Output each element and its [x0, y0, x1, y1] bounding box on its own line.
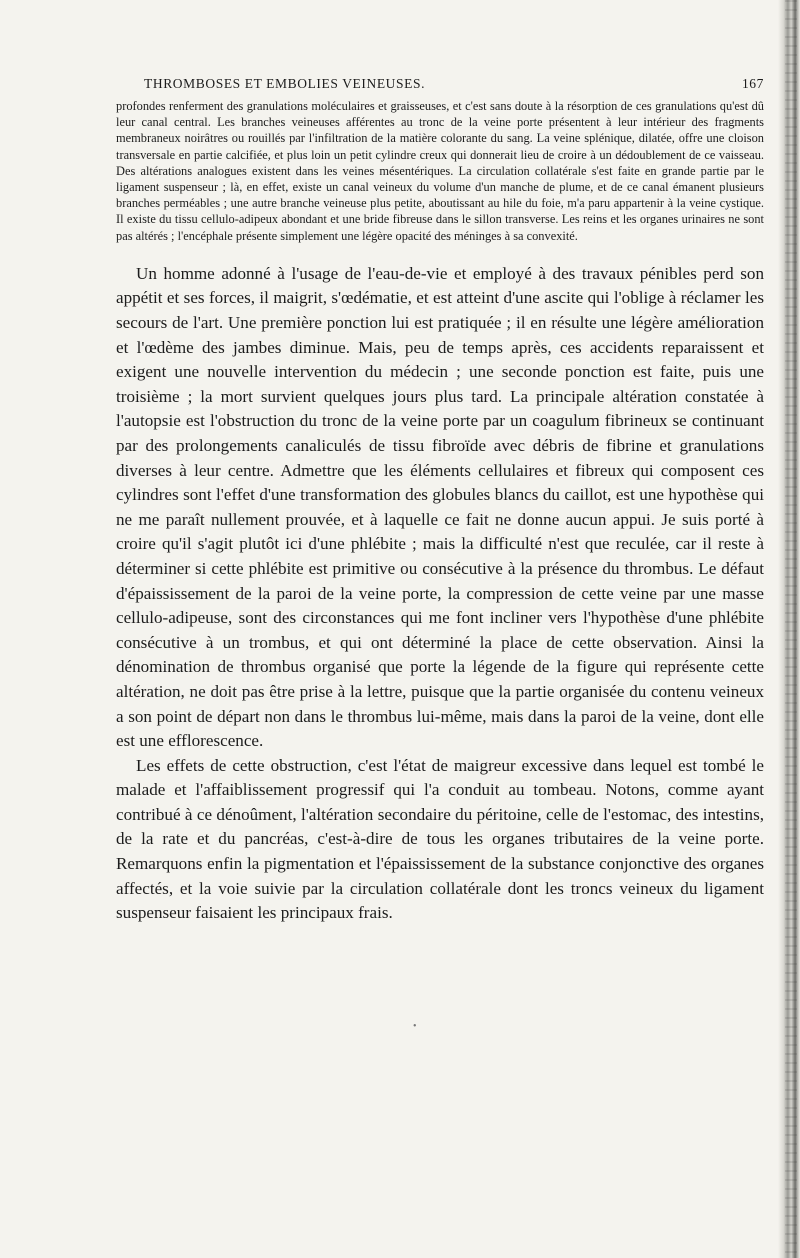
binding-texture: [785, 0, 797, 1258]
small-print-paragraph: profondes renferment des granulations moléculaires et graisseuses, et c'est sans doute à la résorption de ces granulations qu'est dû leur canal central. Les branches veineuses afférentes au tronc de la veine porte présentent à leur intérieur des fragments membraneux noirâtres ou rouillés par l'infiltration de la matière colorante du sang. La veine splénique, dilatée, offre une cloison transversale en partie calcifiée, et plus loin un petit cylindre creux qui donnerait lieu de croire à un dédoublement de ce vaisseau. Des altérations analogues existent dans les veines mésentériques. La circulation collatérale s'est faite en grande partie par le ligament suspenseur ; là, en effet, existe un canal veineux du volume d'un manche de plume, et de ce canal émanent plusieurs branches perméables ; une autre branche veineuse plus petite, aboutissant au hile du foie, m'a paru appartenir à la veine cystique. Il existe du tissu cellulo-adipeux abondant et une bride fibreuse dans le sillon transverse. Les reins et les organes urinaires ne sont pas altérés ; l'encéphale présente simplement une légère opacité des méninges à sa convexité.: [116, 99, 764, 243]
page-number: 167: [741, 76, 764, 91]
small-print-section: [116, 98, 764, 244]
running-title: THROMBOSES ET EMBOLIES VEINEUSES.: [144, 76, 426, 91]
paragraph-2: Les effets de cette obstruction, c'est l'état de maigreur excessive dans lequel est tombé le malade et l'affaiblissement progressif qui l'a conduit au tombeau. Notons, comme ayant contribué à ce dénoûment, l'altération secondaire du péritoine, celle de l'estomac, des intestins, de la rate et du pancréas, c'est-à-dire de tous les organes tributaires de la veine porte. Remarquons enfin la pigmentation et l'épaississement de la substance conjonctive des organes affectés, et la voie suivie par la circulation collatérale dont les troncs veineux du ligament suspenseur faisaient les principaux frais.: [116, 755, 764, 923]
stray-mark: •: [413, 1021, 417, 1032]
main-text-section: [116, 262, 764, 926]
book-page: [116, 76, 764, 926]
running-head: [116, 76, 764, 96]
paragraph-1: Un homme adonné à l'usage de l'eau-de-vie et employé à des travaux pénibles perd son appétit et ses forces, il maigrit, s'œdématie, et est atteint d'une ascite qui l'oblige à réclamer les secours de l'art. Une première ponction lui est pratiquée ; il en résulte une légère amélioration et l'œdème des jambes diminue. Mais, peu de temps après, ces accidents reparaissent et exigent une nouvelle intervention du médecin ; une seconde ponction est faite, puis une troisième ; la mort survient quelques jours plus tard. La principale altération constatée à l'autopsie est l'obstruction du tronc de la veine porte par un coagulum fibrineux se continuant par des prolongements canaliculés de tissu fibroïde avec débris de fibrine et granulations diverses à leur centre. Admettre que les éléments cellulaires et fibreux qui composent ces cylindres sont l'effet d'une transformation des globules blancs du caillot, est une hypothèse qui ne me paraît nullement prouvée, et à laquelle ce fait ne donne aucun appui. Je suis porté à croire qu'il s'agit plutôt ici d'une phlébite ; mais la difficulté n'est que reculée, car il reste à déterminer si cette phlébite est primitive ou consécutive à la présence du thrombus. Le défaut d'épaississement de la paroi de la veine porte, la compression de cette veine par une masse cellulo-adipeuse, sont des circonstances qui me font incliner vers l'hypothèse d'une phlébite consécutive à un trombus, et qui ont déterminé la place de cette observation. Ainsi la dénomination de thrombus organisé que porte la légende de la figure qui représente cette altération, ne doit pas être prise à la lettre, puisque que la partie organisée du contenu veineux a son point de départ non dans le thrombus lui-même, mais dans la paroi de la veine, dont elle est une efflorescence.: [116, 263, 764, 751]
